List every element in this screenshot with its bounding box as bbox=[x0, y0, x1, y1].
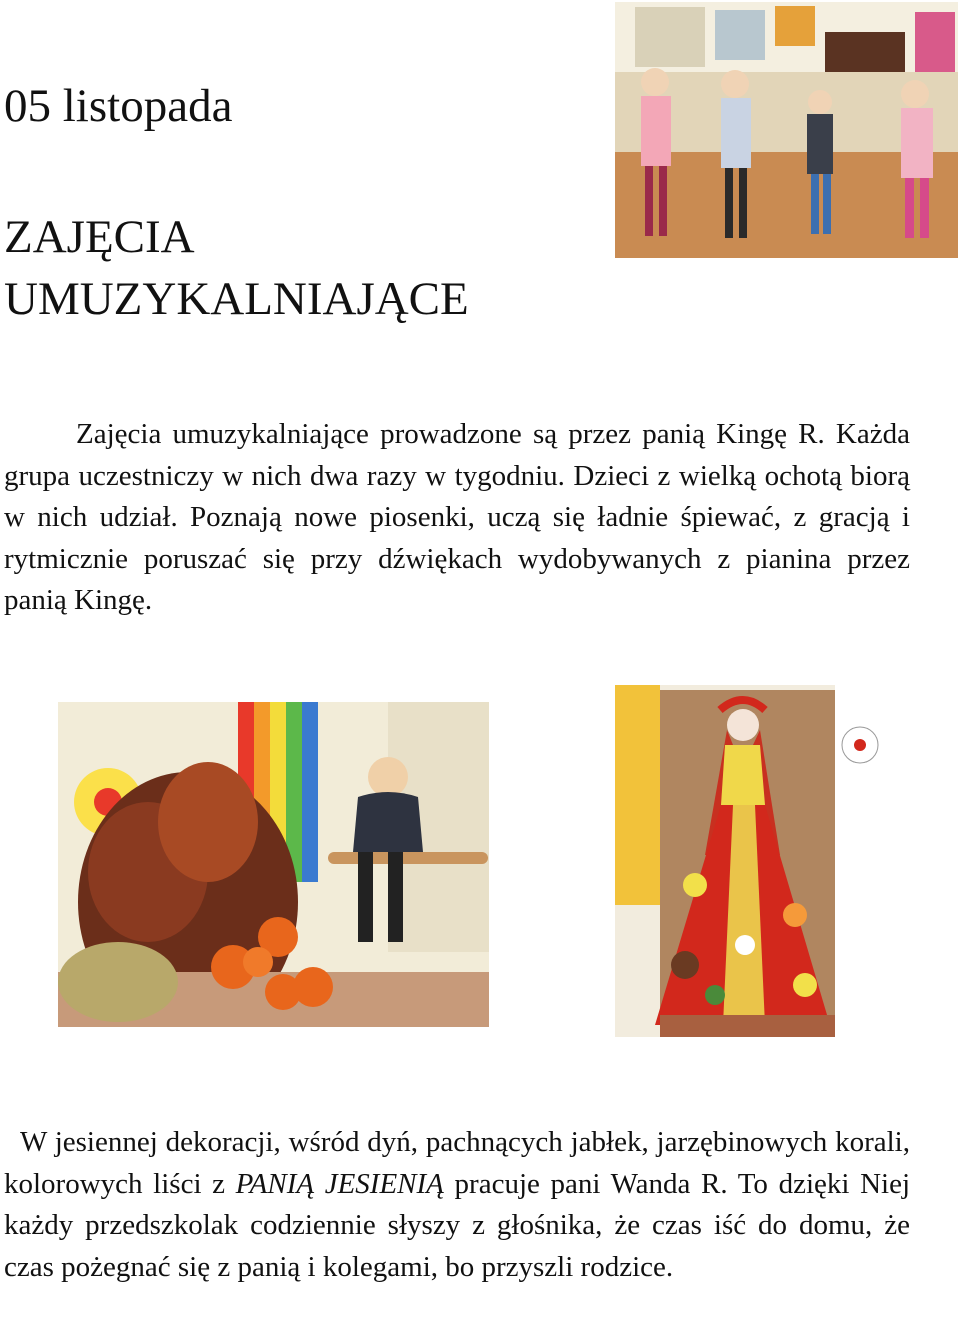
paragraph-autumn bbox=[4, 1122, 910, 1288]
title-line-1: ZAJĘCIA bbox=[4, 211, 195, 263]
paragraph-autumn-part1: W jesiennej dekoracji, wśród dyń, pachnących jabłek, jarzębinowych korali, kolorowych liści z bbox=[4, 1126, 910, 1200]
paragraph-music-class: Zajęcia umuzykalniające prowadzone są przez panią Kingę R. Każda grupa uczestniczy w nich dwa razy w tygodniu. Dzieci z wielką ochotą biorą w nich udział. Poznają nowe piosenki, uczą się ładnie śpiewać, z gracją i rytmicznie poruszać się przy dźwiękach wydobywanych z pianina przez panią Kingę. bbox=[4, 418, 910, 616]
photo-pani-jesien bbox=[615, 685, 880, 1037]
paragraph-autumn-emphasis: PANIĄ JESIENIĄ bbox=[235, 1167, 444, 1200]
title-line-2: UMUZYKALNIAJĄCE bbox=[4, 273, 469, 325]
page-title bbox=[4, 206, 469, 330]
page-date: 05 listopada bbox=[4, 80, 233, 132]
photo-autumn-decoration bbox=[58, 702, 489, 1027]
photo-music-class bbox=[615, 2, 958, 258]
paragraph-autumn-part2: pracuje pani Wanda R. To dzięki Niej każdy przedszkolak codziennie słyszy z głośnika, że czas iść do domu, że czas pożegnać się z panią i kolegami, bo przyszli rodzice. bbox=[4, 1167, 911, 1283]
